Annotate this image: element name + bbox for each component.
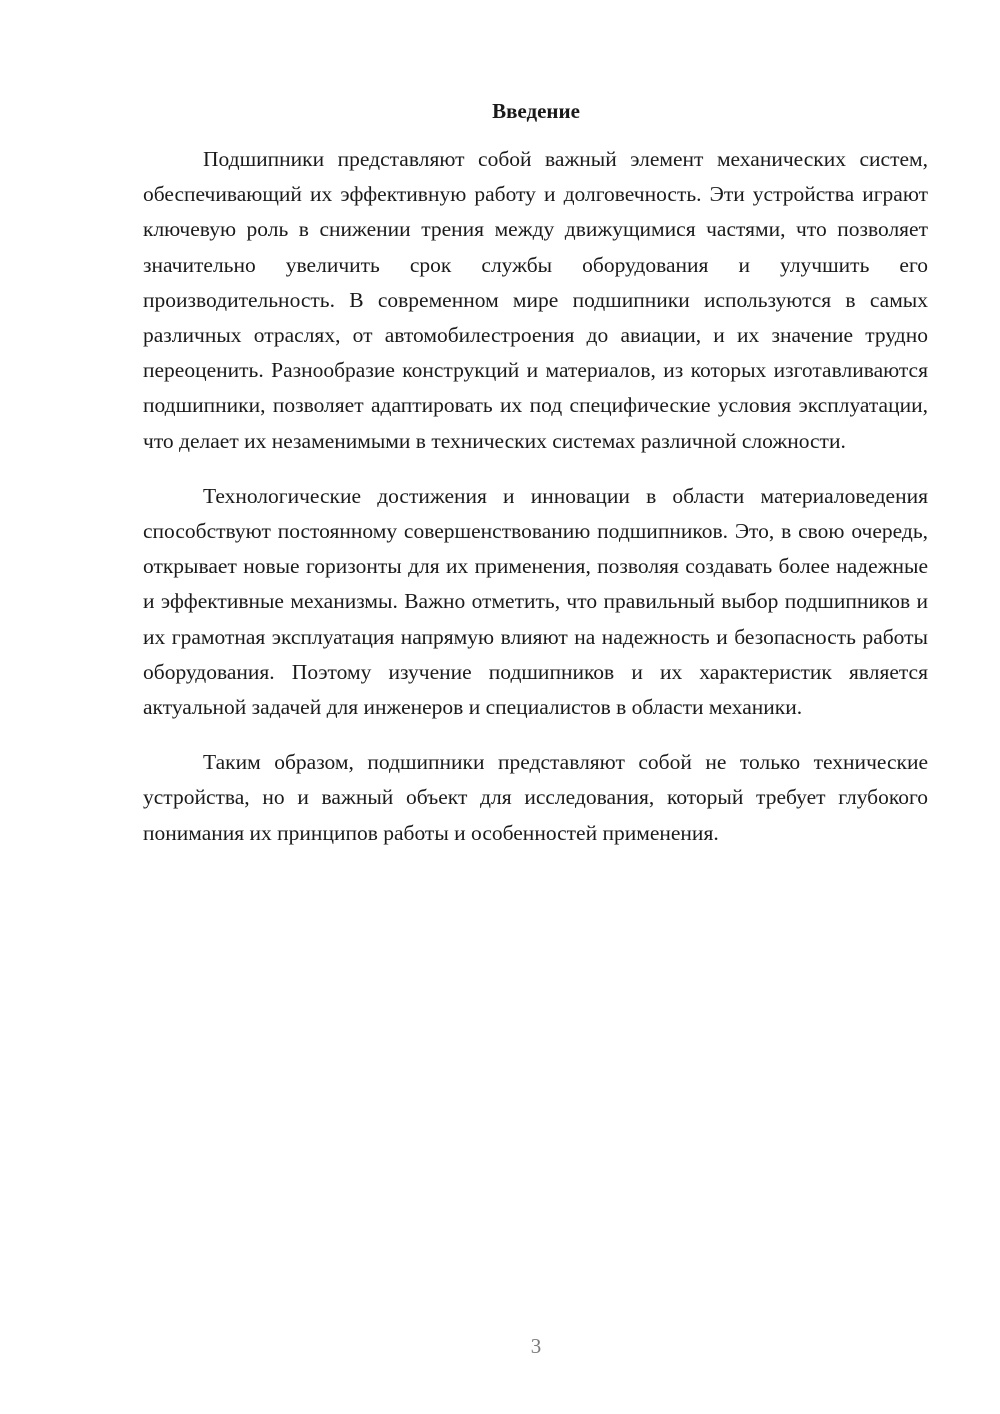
paragraph-2: Технологические достижения и инновации в области материаловедения способствуют постоянному совершенствованию подшипников. Это, в свою очередь, открывает новые горизонты для их применения, позволяя создавать более надежные и эффективные механизмы. Важно отметить, что правильный выбор подшипников и их грамотная эксплуатация напрямую влияют на надежность и безопасность работы оборудования. Поэтому изучение подшипников и их характеристик является актуальной задачей для инженеров и специалистов в области механики. (143, 483, 928, 720)
page-number: 3 (530, 1334, 542, 1358)
document-body (143, 142, 928, 851)
paragraph-1: Подшипники представляют собой важный элемент механических систем, обеспечивающий их эффективную работу и долговечность. Эти устройства играют ключевую роль в снижении трения между движущимися частями, что позволяет значительно увеличить срок службы оборудования и улучшить его производительность. В современном мире подшипники используются в самых различных отраслях, от автомобилестроения до авиации, и их значение трудно переоценить. Разнообразие конструкций и материалов, из которых изготавливаются подшипники, позволяет адаптировать их под специфические условия эксплуатации, что делает их незаменимыми в технических системах различной сложности. (143, 147, 928, 453)
paragraph-3: Таким образом, подшипники представляют собой не только технические устройства, но и важный объект для исследования, который требует глубокого понимания их принципов работы и особенностей применения. (143, 750, 928, 845)
page-title: Введение (492, 99, 580, 123)
